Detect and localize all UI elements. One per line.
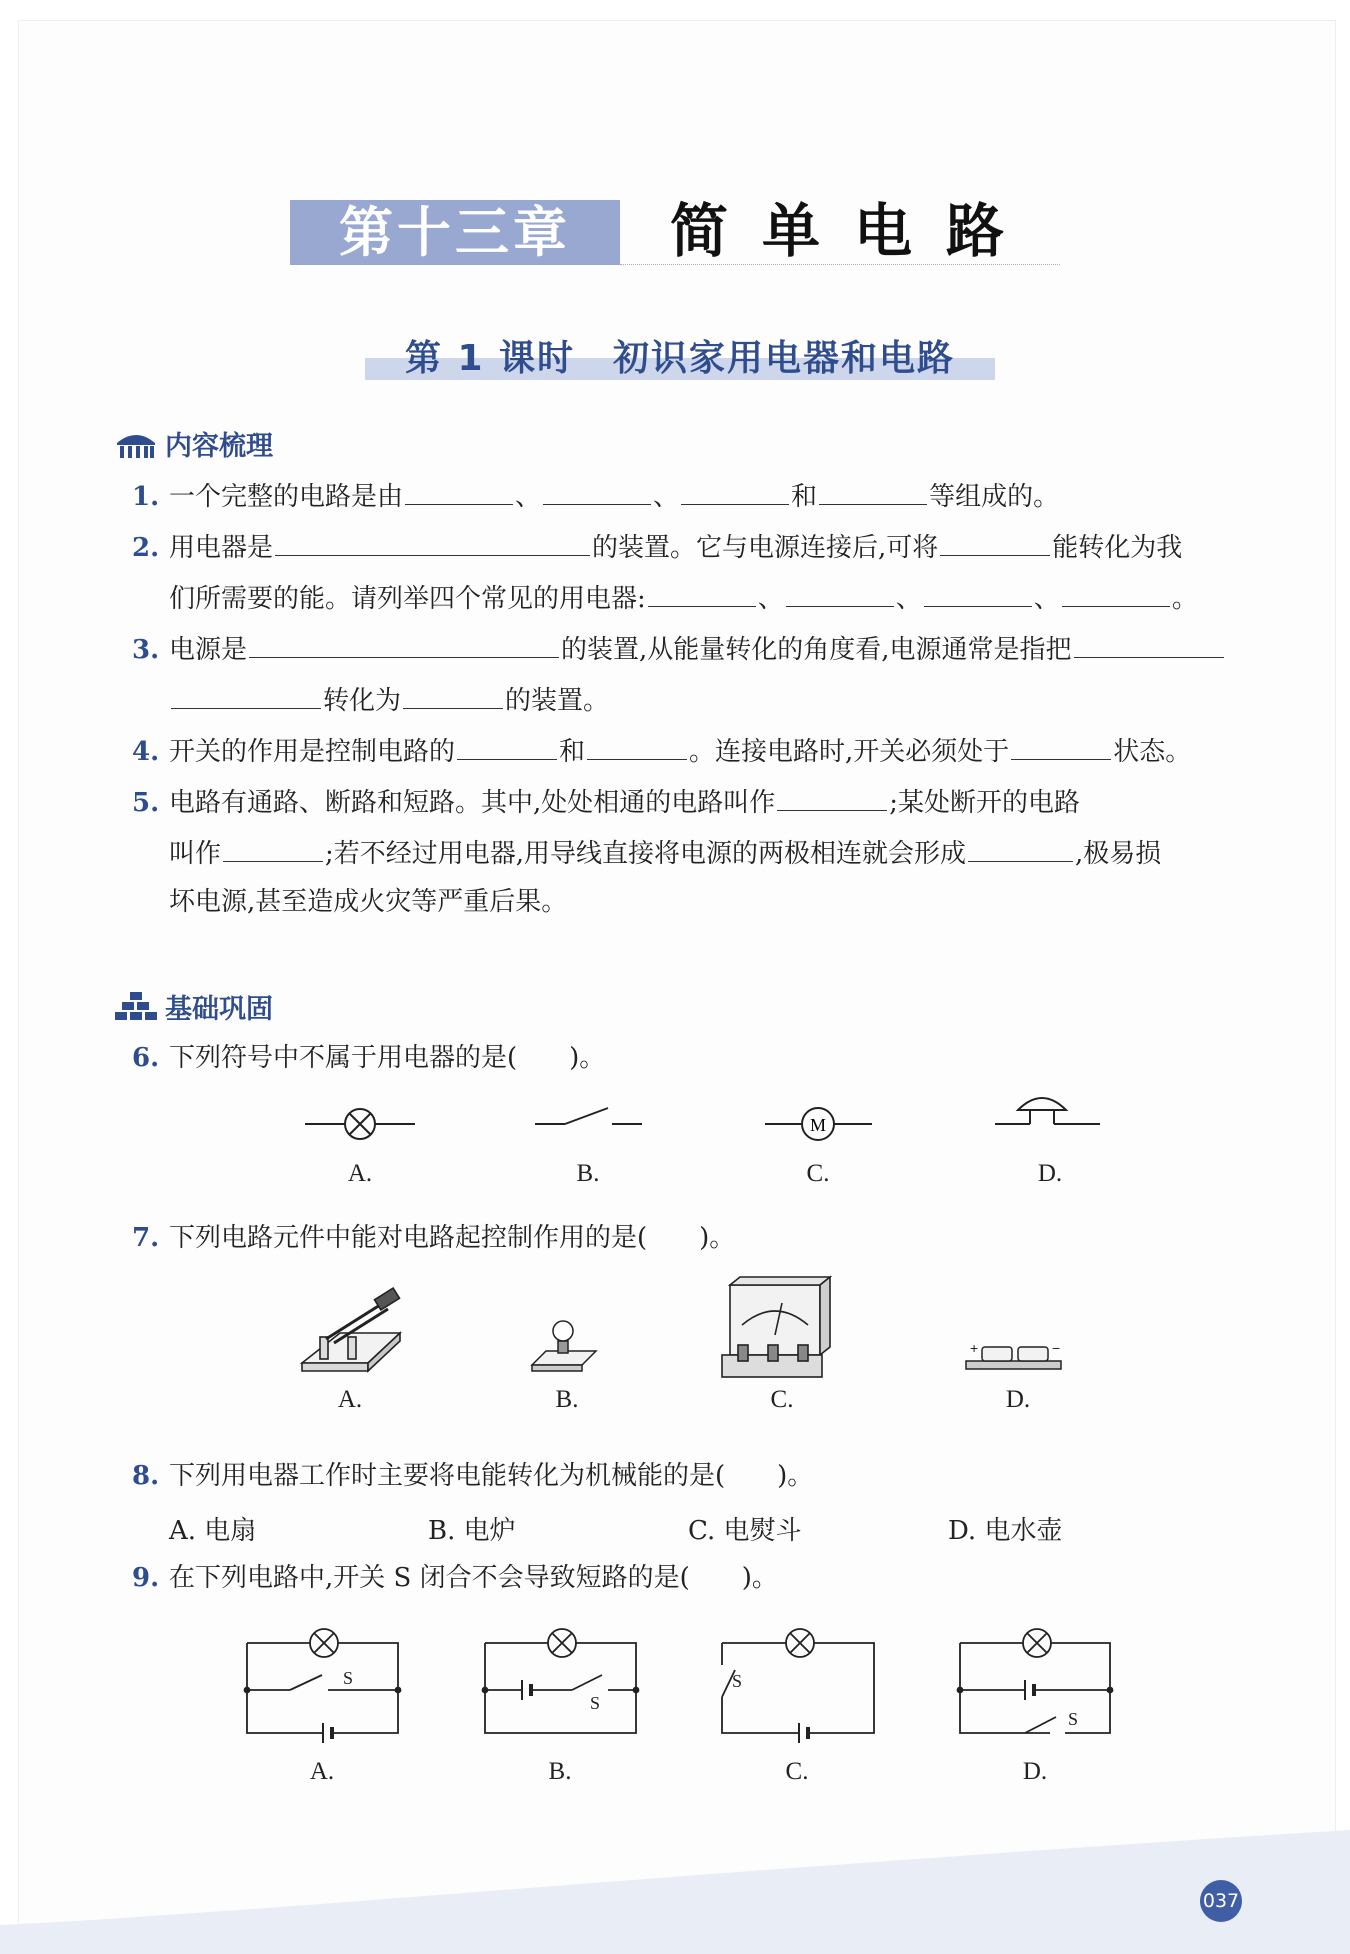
answer-blank[interactable] xyxy=(1074,629,1224,658)
answer-blank[interactable] xyxy=(405,476,513,505)
answer-blank[interactable] xyxy=(681,476,789,505)
motor-letter: M xyxy=(809,1115,827,1135)
q9-option-b[interactable]: B. xyxy=(548,1758,572,1785)
chapter-divider xyxy=(620,264,1060,265)
circuit-c xyxy=(722,1629,874,1743)
lamp-symbol xyxy=(305,1109,415,1139)
answer-blank[interactable] xyxy=(819,476,927,505)
q8-choice-a[interactable]: A. 电扇 xyxy=(169,1516,257,1546)
q6-symbols xyxy=(290,1090,1140,1150)
question-7: 7. 下列电路元件中能对电路起控制作用的是( )。 xyxy=(132,1223,736,1253)
motor-symbol xyxy=(765,1108,872,1140)
q7-option-c[interactable]: C. xyxy=(770,1386,794,1413)
q8-choice-c[interactable]: C. 电熨斗 xyxy=(688,1516,802,1546)
chapter-title: 简单电路 xyxy=(670,197,1039,265)
q6-option-d[interactable]: D. xyxy=(1037,1160,1063,1187)
question-8: 8. 下列用电器工作时主要将电能转化为机械能的是( )。 xyxy=(132,1461,814,1491)
bell-symbol xyxy=(995,1098,1100,1124)
knife-switch-illustration xyxy=(302,1288,400,1371)
question-6: 6. 下列符号中不属于用电器的是( )。 xyxy=(132,1043,606,1073)
question-1: 1. 一个完整的电路是由 、 、 和 等组成的。 xyxy=(132,476,1059,515)
chapter-label: 第十三章 xyxy=(339,200,571,264)
bricks-icon xyxy=(115,990,157,1022)
q9-option-d[interactable]: D. xyxy=(1022,1758,1048,1785)
section-basics-label: 基础巩固 xyxy=(165,993,273,1025)
switch-label-a: S xyxy=(343,1668,354,1688)
answer-blank[interactable] xyxy=(1062,578,1170,607)
answer-blank[interactable] xyxy=(249,629,559,658)
section-review-label: 内容梳理 xyxy=(165,430,273,462)
q8-choice-d[interactable]: D. 电水壶 xyxy=(948,1516,1063,1546)
q6-option-c[interactable]: C. xyxy=(806,1160,830,1187)
question-4: 4. 开关的作用是控制电路的 和 。连接电路时,开关必须处于 状态。 xyxy=(132,731,1191,770)
circuit-a xyxy=(245,1629,401,1743)
switch-label-d: S xyxy=(1068,1709,1079,1729)
q7-option-a[interactable]: A. xyxy=(337,1386,363,1413)
q8-choice-b[interactable]: B. 电炉 xyxy=(428,1516,516,1546)
answer-blank[interactable] xyxy=(171,680,321,709)
switch-label-c: S xyxy=(732,1671,743,1691)
q9-circuits xyxy=(230,1625,1130,1750)
question-2: 2. 用电器是 的装置。它与电源连接后,可将 能转化为我 xyxy=(132,527,1182,566)
switch-label-b: S xyxy=(590,1693,601,1713)
battery-minus-sign: − xyxy=(1052,1340,1061,1356)
colonnade-icon xyxy=(115,427,157,459)
lamp-base-illustration xyxy=(532,1321,596,1371)
circuit-d xyxy=(958,1629,1113,1733)
q6-option-b[interactable]: B. xyxy=(576,1160,600,1187)
page-number: 037 xyxy=(1200,1880,1242,1922)
section-review xyxy=(115,423,273,463)
answer-blank[interactable] xyxy=(543,476,651,505)
section-basics xyxy=(115,986,273,1026)
q9-option-a[interactable]: A. xyxy=(309,1758,335,1785)
lesson-title: 第 1 课时 初识家用电器和电路 xyxy=(404,338,956,379)
answer-blank[interactable] xyxy=(968,833,1073,862)
q7-components xyxy=(290,1275,1090,1390)
answer-blank[interactable] xyxy=(403,680,503,709)
answer-blank[interactable] xyxy=(777,782,887,811)
answer-blank[interactable] xyxy=(786,578,894,607)
answer-blank[interactable] xyxy=(223,833,323,862)
bottom-decoration xyxy=(0,1830,1350,1954)
battery-plus-sign: + xyxy=(970,1340,979,1356)
circuit-b xyxy=(483,1629,639,1733)
question-5: 5. 电路有通路、断路和短路。其中,处处相通的电路叫作 ;某处断开的电路 xyxy=(132,782,1080,821)
battery-holder-illustration xyxy=(966,1340,1061,1369)
question-3: 3. 电源是 的装置,从能量转化的角度看,电源通常是指把 xyxy=(132,629,1226,668)
question-3-cont: 转化为 的装置。 xyxy=(169,680,609,719)
meter-illustration xyxy=(722,1277,830,1377)
question-9: 9. 在下列电路中,开关 S 闭合不会导致短路的是( )。 xyxy=(132,1563,778,1593)
question-2-cont: 们所需要的能。请列举四个常见的用电器: 、 、 、 。 xyxy=(169,578,1198,617)
answer-blank[interactable] xyxy=(940,527,1050,556)
q7-option-d[interactable]: D. xyxy=(1005,1386,1031,1413)
question-5-cont: 叫作 ;若不经过用电器,用导线直接将电源的两极相连就会形成 ,极易损 xyxy=(169,833,1161,872)
question-5-cont2: 坏电源,甚至造成火灾等严重后果。 xyxy=(169,887,568,917)
switch-symbol xyxy=(535,1108,642,1124)
q9-option-c[interactable]: C. xyxy=(785,1758,809,1785)
q6-option-a[interactable]: A. xyxy=(347,1160,373,1187)
q7-option-b[interactable]: B. xyxy=(555,1386,579,1413)
answer-blank[interactable] xyxy=(587,731,687,760)
answer-blank[interactable] xyxy=(275,527,590,556)
answer-blank[interactable] xyxy=(648,578,756,607)
answer-blank[interactable] xyxy=(1011,731,1111,760)
answer-blank[interactable] xyxy=(457,731,557,760)
answer-blank[interactable] xyxy=(924,578,1032,607)
